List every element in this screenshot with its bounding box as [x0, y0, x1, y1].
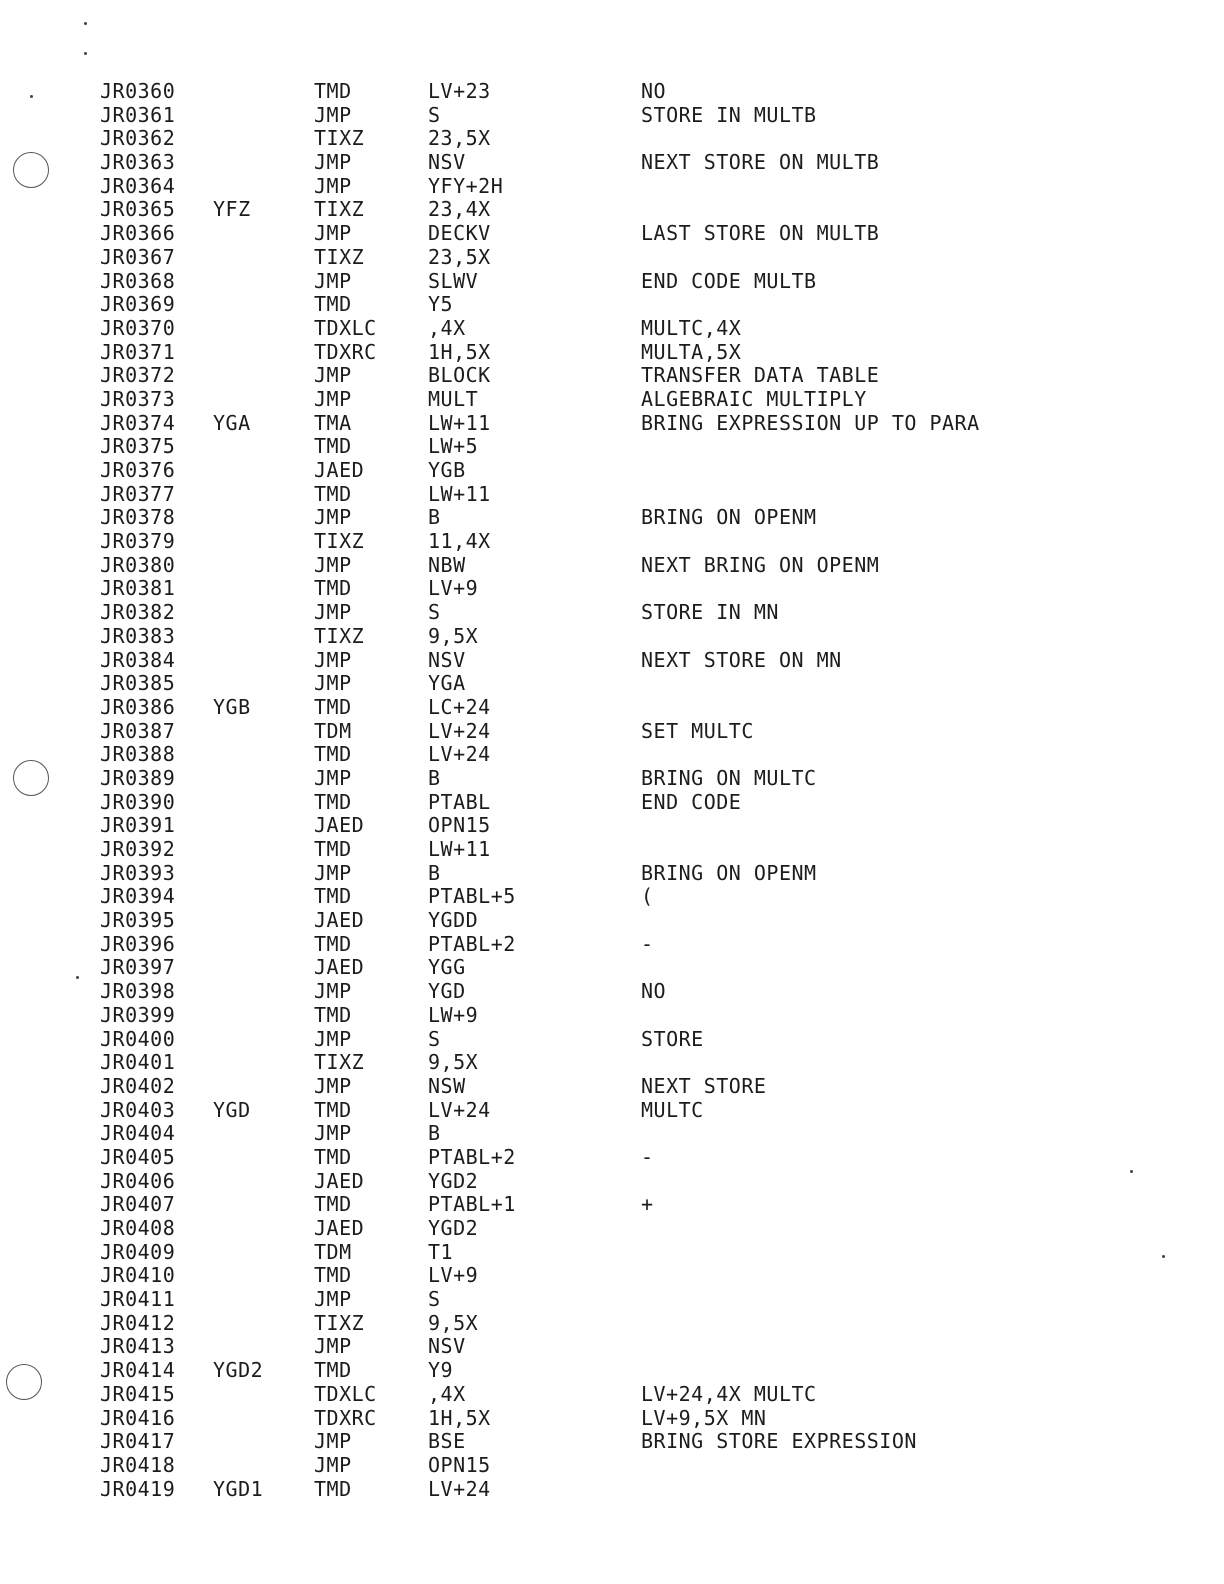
opcode-field: JMP	[314, 765, 352, 790]
opcode-field: JMP	[314, 1334, 352, 1359]
label-field: YGD2	[213, 1358, 264, 1383]
opcode-field: TDXRC	[314, 339, 377, 364]
operand-field: SLWV	[428, 268, 479, 293]
operand-field: YGG	[428, 955, 466, 980]
operand-field: YGD	[428, 979, 466, 1004]
comment-field: END CODE MULTB	[641, 268, 817, 293]
sequence-number: JR0399	[100, 1002, 176, 1027]
sequence-number: JR0369	[100, 292, 176, 317]
sequence-number: JR0385	[100, 671, 176, 696]
opcode-field: JMP	[314, 505, 352, 530]
sequence-number: JR0410	[100, 1263, 176, 1288]
listing-row	[100, 980, 1100, 1004]
binder-hole-middle	[13, 760, 49, 796]
listing-row	[100, 1170, 1100, 1194]
opcode-field: JMP	[314, 1121, 352, 1146]
operand-field: 9,5X	[428, 623, 479, 648]
sequence-number: JR0363	[100, 150, 176, 175]
operand-field: LV+24	[428, 718, 491, 743]
listing-row	[100, 198, 1100, 222]
label-field: YGA	[213, 410, 251, 435]
sequence-number: JR0387	[100, 718, 176, 743]
sequence-number: JR0381	[100, 576, 176, 601]
listing-row	[100, 672, 1100, 696]
comment-field: ALGEBRAIC MULTIPLY	[641, 386, 867, 411]
sequence-number: JR0361	[100, 102, 176, 127]
operand-field: S	[428, 102, 441, 127]
opcode-field: JMP	[314, 552, 352, 577]
sequence-number: JR0388	[100, 742, 176, 767]
comment-field: MULTC,4X	[641, 315, 742, 340]
operand-field: LV+9	[428, 576, 479, 601]
opcode-field: JAED	[314, 1168, 365, 1193]
speck	[84, 52, 87, 55]
sequence-number: JR0392	[100, 837, 176, 861]
binder-hole-top	[13, 152, 49, 188]
operand-field: S	[428, 1026, 441, 1051]
listing-row	[100, 506, 1100, 530]
sequence-number: JR0414	[100, 1358, 176, 1383]
listing-row	[100, 1335, 1100, 1359]
operand-field: 11,4X	[428, 529, 491, 554]
comment-field: NEXT STORE	[641, 1073, 767, 1098]
opcode-field: JAED	[314, 908, 365, 933]
listing-row	[100, 317, 1100, 341]
operand-field: NSV	[428, 647, 466, 672]
sequence-number: JR0419	[100, 1476, 176, 1501]
listing-row	[100, 601, 1100, 625]
sequence-number: JR0417	[100, 1429, 176, 1454]
binder-hole-bottom	[6, 1364, 42, 1400]
operand-field: OPN15	[428, 813, 491, 838]
sequence-number: JR0378	[100, 505, 176, 530]
operand-field: B	[428, 860, 441, 885]
operand-field: LW+11	[428, 410, 491, 435]
listing-row	[100, 175, 1100, 199]
comment-field: NO	[641, 79, 667, 103]
sequence-number: JR0382	[100, 600, 176, 625]
listing-row	[100, 151, 1100, 175]
opcode-field: JMP	[314, 600, 352, 625]
listing-row	[100, 1478, 1100, 1502]
sequence-number: JR0373	[100, 386, 176, 411]
listing-row	[100, 743, 1100, 767]
comment-field: LAST STORE ON MULTB	[641, 221, 880, 246]
opcode-field: TMD	[314, 79, 352, 103]
comment-field: LV+9,5X MN	[641, 1405, 767, 1430]
comment-field: NEXT STORE ON MN	[641, 647, 842, 672]
comment-field: BRING ON OPENM	[641, 860, 817, 885]
operand-field: OPN15	[428, 1452, 491, 1477]
comment-field: -	[641, 1144, 654, 1169]
listing-row	[100, 388, 1100, 412]
opcode-field: TMD	[314, 434, 352, 459]
operand-field: ,4X	[428, 1381, 466, 1406]
sequence-number: JR0408	[100, 1216, 176, 1240]
sequence-number: JR0415	[100, 1381, 176, 1406]
operand-field: B	[428, 505, 441, 530]
comment-field: NO	[641, 979, 667, 1004]
opcode-field: TMD	[314, 1476, 352, 1501]
listing-row	[100, 1122, 1100, 1146]
operand-field: 23,5X	[428, 126, 491, 151]
sequence-number: JR0391	[100, 813, 176, 838]
sequence-number: JR0365	[100, 197, 176, 222]
listing-row	[100, 885, 1100, 909]
sequence-number: JR0389	[100, 765, 176, 790]
listing-row	[100, 127, 1100, 151]
listing-row	[100, 956, 1100, 980]
listing-row	[100, 1430, 1100, 1454]
operand-field: LV+24	[428, 1476, 491, 1501]
operand-field: LV+23	[428, 79, 491, 103]
operand-field: YGD2	[428, 1168, 479, 1193]
operand-field: 9,5X	[428, 1310, 479, 1335]
opcode-field: JMP	[314, 1429, 352, 1454]
sequence-number: JR0405	[100, 1144, 176, 1169]
opcode-field: JMP	[314, 979, 352, 1004]
sequence-number: JR0397	[100, 955, 176, 980]
opcode-field: TIXZ	[314, 126, 365, 151]
speck	[30, 95, 33, 98]
comment-field: (	[641, 884, 654, 909]
operand-field: LV+24	[428, 742, 491, 767]
comment-field: SET MULTC	[641, 718, 754, 743]
operand-field: LV+24	[428, 1097, 491, 1122]
opcode-field: TMD	[314, 292, 352, 317]
listing-row	[100, 1028, 1100, 1052]
sequence-number: JR0394	[100, 884, 176, 909]
listing-row	[100, 293, 1100, 317]
sequence-number: JR0379	[100, 529, 176, 554]
listing-row	[100, 1264, 1100, 1288]
listing-row	[100, 270, 1100, 294]
operand-field: YFY+2H	[428, 173, 504, 198]
sequence-number: JR0383	[100, 623, 176, 648]
listing-row	[100, 1359, 1100, 1383]
operand-field: DECKV	[428, 221, 491, 246]
listing-row	[100, 933, 1100, 957]
operand-field: PTABL+2	[428, 1144, 516, 1169]
listing-row	[100, 1146, 1100, 1170]
sequence-number: JR0390	[100, 789, 176, 814]
comment-field: STORE	[641, 1026, 704, 1051]
operand-field: PTABL+1	[428, 1192, 516, 1217]
listing-row	[100, 222, 1100, 246]
opcode-field: JMP	[314, 1073, 352, 1098]
listing-row	[100, 696, 1100, 720]
listing-row	[100, 1217, 1100, 1241]
listing-row	[100, 1004, 1100, 1028]
opcode-field: TMD	[314, 694, 352, 719]
sequence-number: JR0396	[100, 931, 176, 956]
opcode-field: JMP	[314, 1287, 352, 1312]
opcode-field: JMP	[314, 1452, 352, 1477]
sequence-number: JR0371	[100, 339, 176, 364]
listing-row	[100, 435, 1100, 459]
sequence-number: JR0407	[100, 1192, 176, 1217]
operand-field: NSV	[428, 150, 466, 175]
opcode-field: TMD	[314, 1002, 352, 1027]
operand-field: 9,5X	[428, 1050, 479, 1075]
listing-row	[100, 625, 1100, 649]
listing-row	[100, 649, 1100, 673]
operand-field: LW+11	[428, 481, 491, 506]
comment-field: LV+24,4X MULTC	[641, 1381, 817, 1406]
sequence-number: JR0398	[100, 979, 176, 1004]
opcode-field: TMD	[314, 576, 352, 601]
operand-field: 23,5X	[428, 244, 491, 269]
operand-field: 1H,5X	[428, 1405, 491, 1430]
listing-row	[100, 412, 1100, 436]
sequence-number: JR0377	[100, 481, 176, 506]
sequence-number: JR0386	[100, 694, 176, 719]
comment-field: BRING ON OPENM	[641, 505, 817, 530]
opcode-field: TIXZ	[314, 1050, 365, 1075]
operand-field: BSE	[428, 1429, 466, 1454]
operand-field: NSV	[428, 1334, 466, 1359]
sequence-number: JR0411	[100, 1287, 176, 1312]
operand-field: YGA	[428, 671, 466, 696]
sequence-number: JR0395	[100, 908, 176, 933]
opcode-field: TDXRC	[314, 1405, 377, 1430]
sequence-number: JR0412	[100, 1310, 176, 1335]
opcode-field: JMP	[314, 268, 352, 293]
operand-field: NSW	[428, 1073, 466, 1098]
opcode-field: TDM	[314, 1239, 352, 1264]
opcode-field: JMP	[314, 386, 352, 411]
operand-field: LC+24	[428, 694, 491, 719]
sequence-number: JR0401	[100, 1050, 176, 1075]
sequence-number: JR0380	[100, 552, 176, 577]
comment-field: STORE IN MULTB	[641, 102, 817, 127]
sequence-number: JR0400	[100, 1026, 176, 1051]
sequence-number: JR0375	[100, 434, 176, 459]
opcode-field: JAED	[314, 458, 365, 482]
opcode-field: JMP	[314, 860, 352, 885]
opcode-field: TMA	[314, 410, 352, 435]
listing-row	[100, 530, 1100, 554]
opcode-field: TIXZ	[314, 1310, 365, 1335]
sequence-number: JR0416	[100, 1405, 176, 1430]
comment-field: BRING STORE EXPRESSION	[641, 1429, 917, 1454]
speck	[76, 976, 79, 979]
sequence-number: JR0418	[100, 1452, 176, 1477]
opcode-field: TMD	[314, 481, 352, 506]
listing-row	[100, 577, 1100, 601]
operand-field: T1	[428, 1239, 454, 1264]
sequence-number: JR0406	[100, 1168, 176, 1193]
listing-row	[100, 364, 1100, 388]
listing-row	[100, 814, 1100, 838]
operand-field: LW+9	[428, 1002, 479, 1027]
operand-field: B	[428, 765, 441, 790]
listing-row	[100, 1075, 1100, 1099]
operand-field: 23,4X	[428, 197, 491, 222]
listing-row	[100, 1241, 1100, 1265]
comment-field: -	[641, 931, 654, 956]
comment-field: MULTA,5X	[641, 339, 742, 364]
sequence-number: JR0367	[100, 244, 176, 269]
operand-field: NBW	[428, 552, 466, 577]
opcode-field: JMP	[314, 1026, 352, 1051]
opcode-field: TIXZ	[314, 244, 365, 269]
opcode-field: TMD	[314, 1144, 352, 1169]
listing-row	[100, 1454, 1100, 1478]
comment-field: MULTC	[641, 1097, 704, 1122]
comment-field: NEXT BRING ON OPENM	[641, 552, 880, 577]
opcode-field: TMD	[314, 1192, 352, 1217]
operand-field: YGD2	[428, 1216, 479, 1240]
opcode-field: TMD	[314, 931, 352, 956]
speck	[1162, 1255, 1165, 1258]
listing-row	[100, 1407, 1100, 1431]
label-field: YGD	[213, 1097, 251, 1122]
sequence-number: JR0393	[100, 860, 176, 885]
opcode-field: TDXLC	[314, 1381, 377, 1406]
opcode-field: TMD	[314, 884, 352, 909]
sequence-number: JR0368	[100, 268, 176, 293]
operand-field: PTABL	[428, 789, 491, 814]
opcode-field: JMP	[314, 647, 352, 672]
opcode-field: JMP	[314, 221, 352, 246]
listing-row	[100, 720, 1100, 744]
opcode-field: TMD	[314, 837, 352, 861]
sequence-number: JR0370	[100, 315, 176, 340]
sequence-number: JR0409	[100, 1239, 176, 1264]
sequence-number: JR0374	[100, 410, 176, 435]
opcode-field: TDXLC	[314, 315, 377, 340]
sequence-number: JR0376	[100, 458, 176, 482]
listing-row	[100, 341, 1100, 365]
operand-field: PTABL+5	[428, 884, 516, 909]
comment-field: BRING EXPRESSION UP TO PARA	[641, 410, 980, 435]
sequence-number: JR0360	[100, 79, 176, 103]
listing-row	[100, 791, 1100, 815]
sequence-number: JR0364	[100, 173, 176, 198]
sequence-number: JR0362	[100, 126, 176, 151]
opcode-field: TMD	[314, 1097, 352, 1122]
operand-field: S	[428, 600, 441, 625]
opcode-field: TIXZ	[314, 529, 365, 554]
sequence-number: JR0402	[100, 1073, 176, 1098]
comment-field: END CODE	[641, 789, 742, 814]
operand-field: S	[428, 1287, 441, 1312]
operand-field: LW+5	[428, 434, 479, 459]
operand-field: ,4X	[428, 315, 466, 340]
opcode-field: JAED	[314, 1216, 365, 1240]
sequence-number: JR0366	[100, 221, 176, 246]
comment-field: NEXT STORE ON MULTB	[641, 150, 880, 175]
operand-field: PTABL+2	[428, 931, 516, 956]
listing-row	[100, 246, 1100, 270]
opcode-field: TIXZ	[314, 197, 365, 222]
listing-row	[100, 1193, 1100, 1217]
operand-field: 1H,5X	[428, 339, 491, 364]
operand-field: LW+11	[428, 837, 491, 861]
opcode-field: JMP	[314, 102, 352, 127]
label-field: YGD1	[213, 1476, 264, 1501]
listing-row	[100, 483, 1100, 507]
sequence-number: JR0413	[100, 1334, 176, 1359]
label-field: YFZ	[213, 197, 251, 222]
opcode-field: JMP	[314, 173, 352, 198]
comment-field: TRANSFER DATA TABLE	[641, 363, 880, 388]
operand-field: LV+9	[428, 1263, 479, 1288]
operand-field: YGDD	[428, 908, 479, 933]
listing-row	[100, 767, 1100, 791]
opcode-field: JMP	[314, 671, 352, 696]
opcode-field: TDM	[314, 718, 352, 743]
opcode-field: TMD	[314, 1263, 352, 1288]
code-listing	[100, 80, 1100, 1501]
operand-field: BLOCK	[428, 363, 491, 388]
operand-field: YGB	[428, 458, 466, 482]
listing-row	[100, 1099, 1100, 1123]
opcode-field: TIXZ	[314, 623, 365, 648]
comment-field: +	[641, 1192, 654, 1217]
listing-row	[100, 1312, 1100, 1336]
sequence-number: JR0404	[100, 1121, 176, 1146]
opcode-field: JMP	[314, 150, 352, 175]
opcode-field: TMD	[314, 1358, 352, 1383]
sequence-number: JR0403	[100, 1097, 176, 1122]
listing-row	[100, 1288, 1100, 1312]
opcode-field: JMP	[314, 363, 352, 388]
listing-row	[100, 1383, 1100, 1407]
opcode-field: TMD	[314, 742, 352, 767]
comment-field: STORE IN MN	[641, 600, 779, 625]
sequence-number: JR0384	[100, 647, 176, 672]
sequence-number: JR0372	[100, 363, 176, 388]
opcode-field: JAED	[314, 955, 365, 980]
listing-row	[100, 862, 1100, 886]
speck	[84, 22, 87, 25]
operand-field: MULT	[428, 386, 479, 411]
listing-row	[100, 554, 1100, 578]
opcode-field: JAED	[314, 813, 365, 838]
operand-field: Y5	[428, 292, 454, 317]
label-field: YGB	[213, 694, 251, 719]
opcode-field: TMD	[314, 789, 352, 814]
comment-field: BRING ON MULTC	[641, 765, 817, 790]
operand-field: B	[428, 1121, 441, 1146]
speck	[1130, 1170, 1133, 1173]
listing-row	[100, 838, 1100, 862]
listing-row	[100, 909, 1100, 933]
listing-row	[100, 459, 1100, 483]
listing-row	[100, 104, 1100, 128]
listing-row	[100, 1051, 1100, 1075]
listing-row	[100, 80, 1100, 104]
operand-field: Y9	[428, 1358, 454, 1383]
